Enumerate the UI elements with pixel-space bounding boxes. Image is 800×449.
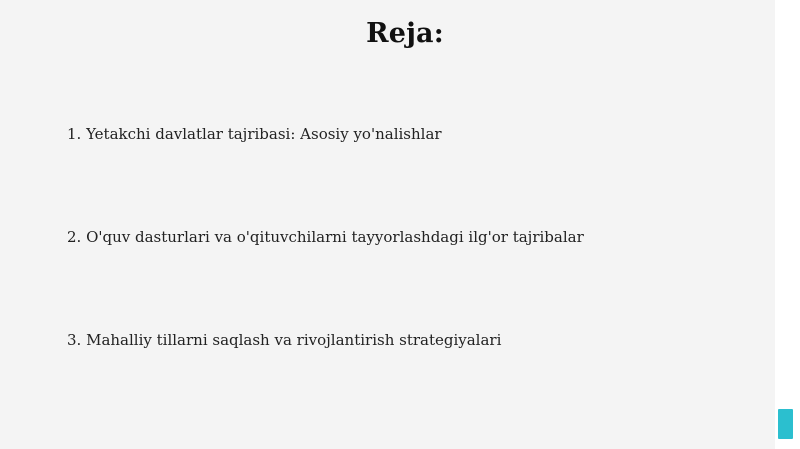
scrollbar-thumb[interactable] xyxy=(778,409,793,439)
plan-item-2: 2. O'quv dasturlari va o'qituvchilarni tayyorlashdagi ilg'or tajribalar xyxy=(67,228,584,246)
slide-title: Reja: xyxy=(366,18,444,49)
scrollbar-track[interactable] xyxy=(775,0,800,449)
plan-item-1: 1. Yetakchi davlatlar tajribasi: Asosiy yo'nalishlar xyxy=(67,125,442,143)
plan-item-3: 3. Mahalliy tillarni saqlash va rivojlantirish strategiyalari xyxy=(67,331,502,349)
